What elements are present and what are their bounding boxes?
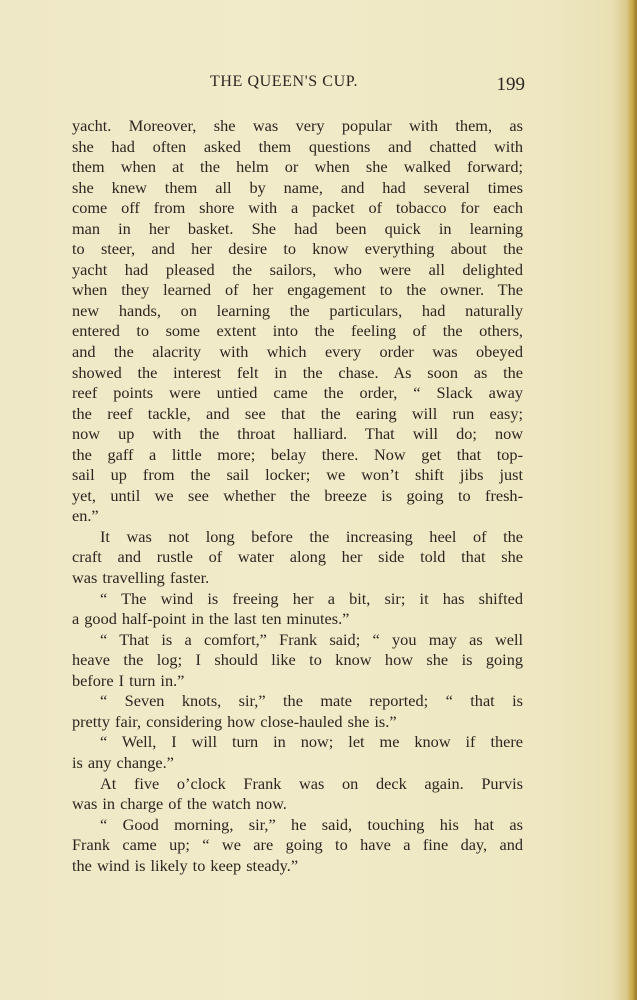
text-line: and the alacrity with which every order was obeyed	[72, 342, 523, 362]
text-line: craft and rustle of water along her side told that she	[72, 547, 523, 567]
text-line: the reef tackle, and see that the earing will run easy;	[72, 403, 523, 423]
body-text	[72, 116, 523, 876]
text-line: them when at the helm or when she walked forward;	[72, 157, 523, 177]
text-line: “ Good morning, sir,” he said, touching his hat as	[100, 814, 523, 834]
text-line: “ The wind is freeing her a bit, sir; it has shifted	[100, 588, 523, 608]
text-line: sail up from the sail locker; we won’t shift jibs just	[72, 465, 523, 485]
running-header	[72, 73, 525, 97]
text-line: is any change.”	[72, 752, 174, 772]
text-line: en.”	[72, 506, 99, 526]
text-line: come off from shore with a packet of tobacco for each	[72, 198, 523, 218]
text-line: “ Well, I will turn in now; let me know if there	[100, 732, 523, 752]
text-line: new hands, on learning the particulars, had naturally	[72, 300, 523, 320]
text-line: It was not long before the increasing heel of the	[100, 526, 523, 546]
text-line: showed the interest felt in the chase. As soon as the	[72, 362, 523, 382]
text-line: was in charge of the watch now.	[72, 794, 287, 814]
text-line: man in her basket. She had been quick in learning	[72, 218, 523, 238]
text-line: yet, until we see whether the breeze is going to fresh-	[72, 485, 523, 505]
text-line: pretty fair, considering how close-hauled she is.”	[72, 711, 397, 731]
text-line: reef points were untied came the order, “ Slack away	[72, 383, 523, 403]
running-title: THE QUEEN'S CUP.	[210, 73, 359, 90]
text-line: when they learned of her engagement to the owner. The	[72, 280, 523, 300]
text-line: she had often asked them questions and chatted with	[72, 136, 523, 156]
text-line: a good half-point in the last ten minutes.”	[72, 609, 350, 629]
text-line: to steer, and her desire to know everything about the	[72, 239, 523, 259]
text-line: yacht. Moreover, she was very popular with them, as	[72, 116, 523, 135]
text-line: “ Seven knots, sir,” the mate reported; “ that is	[100, 691, 523, 711]
text-line: “ That is a comfort,” Frank said; “ you may as well	[100, 629, 523, 649]
text-line: heave the log; I should like to know how she is going	[72, 650, 523, 670]
text-line: entered to some extent into the feeling of the others,	[72, 321, 523, 341]
text-line: before I turn in.”	[72, 670, 185, 690]
text-line: now up with the throat halliard. That will do; now	[72, 424, 523, 444]
text-line: Frank came up; “ we are going to have a fine day, and	[72, 835, 523, 855]
text-line: she knew them all by name, and had several times	[72, 177, 523, 197]
text-line: At five o’clock Frank was on deck again. Purvis	[100, 773, 523, 793]
page-edge	[627, 0, 637, 1000]
text-line: was travelling faster.	[72, 568, 210, 588]
text-line: yacht had pleased the sailors, who were all delighted	[72, 259, 523, 279]
text-line: the gaff a little more; belay there. Now get that top-	[72, 444, 523, 464]
text-line: the wind is likely to keep steady.”	[72, 855, 299, 875]
page-number: 199	[496, 74, 525, 95]
